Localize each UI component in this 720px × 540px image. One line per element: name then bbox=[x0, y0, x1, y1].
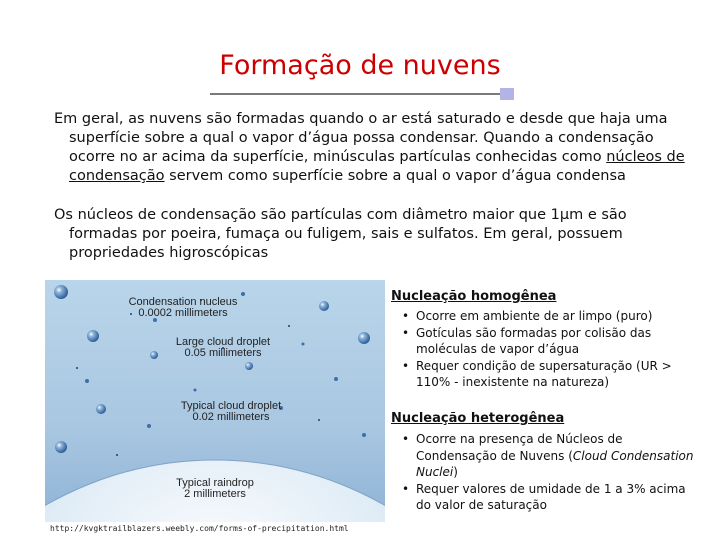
large-cloud-droplet-label: Large cloud droplet 0.05 millimeters bbox=[175, 336, 271, 359]
small-droplet bbox=[194, 389, 197, 392]
homogeneous-nucleation-heading: Nucleação homogênea bbox=[391, 289, 557, 304]
large-droplet bbox=[55, 441, 67, 453]
page-title: Formação de nuvens bbox=[219, 50, 501, 81]
small-droplet bbox=[85, 379, 89, 383]
small-droplet bbox=[147, 424, 151, 428]
nucleus-dot bbox=[318, 419, 320, 421]
list-item: • Ocorre na presença de Núcleos de Condensação de Nuvens (Cloud Condensation Nuclei) bbox=[400, 431, 700, 481]
intro-text-end: servem como superfície sobre a qual o vapor d’água condensa bbox=[164, 168, 626, 184]
large-droplet bbox=[54, 285, 68, 299]
small-droplet bbox=[241, 292, 245, 296]
cloud-droplet-figure bbox=[45, 280, 385, 522]
list-item: • Requer valores de umidade de 1 a 3% acima do valor de saturação bbox=[400, 481, 700, 514]
nucleus-dot bbox=[288, 325, 290, 327]
condensation-nuclei-term: núcleos de condensação bbox=[69, 149, 685, 184]
large-droplet bbox=[319, 301, 329, 311]
large-droplet bbox=[245, 362, 253, 370]
title-underline-bar bbox=[210, 93, 500, 95]
homogeneous-nucleation-list bbox=[400, 308, 700, 391]
nuclei-paragraph: Os núcleos de condensação são partículas com diâmetro maior que 1μm e são formadas por poeira, fumaça ou fuligem, sais e sulfatos. Em geral, possuem propriedades higroscópicas bbox=[54, 207, 627, 261]
list-item: • Ocorre em ambiente de ar limpo (puro) bbox=[400, 308, 700, 325]
heterogeneous-nucleation-heading: Nucleação heterogênea bbox=[391, 411, 565, 426]
list-item: • Requer condição de supersaturação (UR > 110% - inexistente na natureza) bbox=[400, 358, 700, 391]
typical-cloud-droplet-label: Typical cloud droplet 0.02 millimeters bbox=[180, 400, 282, 423]
figure-source-url: http://kvgktrailblazers.weebly.com/forms-of-precipitation.html bbox=[50, 524, 349, 533]
large-droplet bbox=[87, 330, 99, 342]
condensation-nucleus-label: Condensation nucleus 0.0002 millimeters bbox=[128, 296, 238, 319]
small-droplet bbox=[362, 433, 366, 437]
large-droplet bbox=[358, 332, 370, 344]
intro-paragraph bbox=[54, 110, 699, 186]
nucleus-dot bbox=[76, 367, 78, 369]
list-item: • Gotículas são formadas por colisão das moléculas de vapor d’água bbox=[400, 325, 700, 358]
intro-text-start: Em geral, as nuvens são formadas quando o ar está saturado e desde que haja uma superfície sobre a qual o vapor d’água possa condensar. Quando a condensação ocorre no ar acima da superfície, minúsculas partículas conhecidas como bbox=[54, 111, 668, 165]
small-droplet bbox=[334, 377, 338, 381]
title-accent-block bbox=[500, 88, 514, 100]
small-droplet bbox=[302, 343, 305, 346]
nucleus-dot bbox=[116, 454, 118, 456]
cloud-condensation-nuclei-term: Cloud Condensation Nuclei bbox=[416, 448, 694, 479]
large-droplet bbox=[96, 404, 106, 414]
typical-raindrop-label: Typical raindrop 2 millimeters bbox=[176, 477, 254, 500]
heterogeneous-nucleation-list bbox=[400, 431, 700, 514]
